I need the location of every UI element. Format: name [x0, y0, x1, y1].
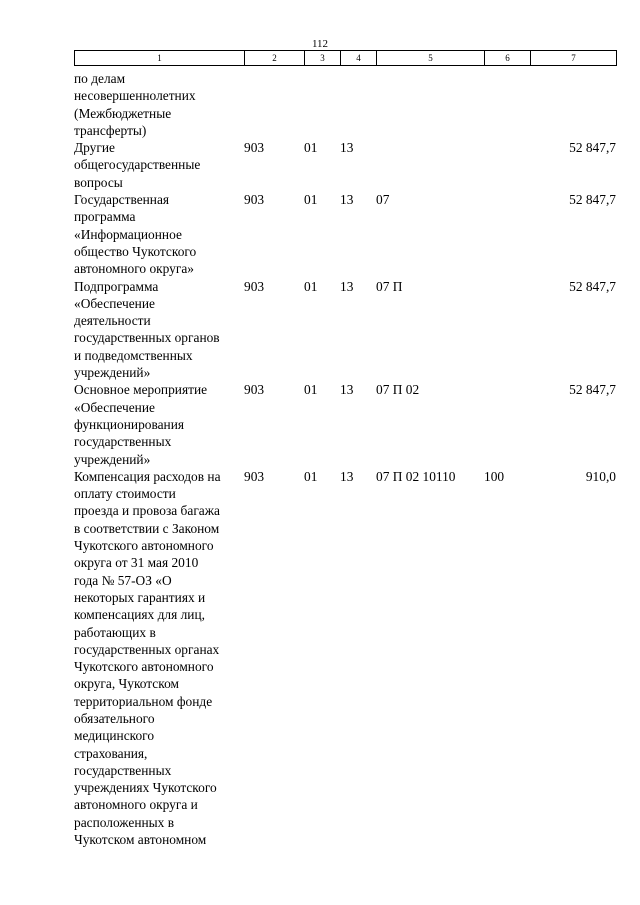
row-name: по делам несовершеннолетних (Межбюджетные трансферты) — [74, 71, 196, 138]
row-ministry-code: 903 — [244, 140, 265, 156]
row-expense-type — [484, 278, 530, 382]
column-header-row — [75, 51, 617, 66]
row-section-code: 01 — [304, 382, 318, 398]
column-header-table — [74, 50, 617, 66]
row-subsection-code: 13 — [340, 140, 354, 156]
row-amount — [530, 70, 616, 139]
row-amount: 52 847,7 — [569, 278, 616, 294]
row-section-code: 01 — [304, 192, 318, 208]
row-ministry-code: 903 — [244, 382, 265, 398]
table-row — [74, 70, 616, 139]
row-ministry-code: 903 — [244, 192, 265, 208]
column-header-7: 7 — [531, 51, 617, 66]
table-row — [74, 191, 616, 277]
row-target-code — [376, 70, 484, 139]
row-name: Подпрограмма «Обеспечение деятельности государственных органов и подведомственных учреждений» — [74, 278, 220, 381]
row-section-code: 01 — [304, 468, 318, 484]
row-expense-type — [484, 191, 530, 277]
row-subsection-code: 13 — [340, 468, 354, 484]
column-header-5: 5 — [377, 51, 485, 66]
column-header-4: 4 — [341, 51, 377, 66]
row-subsection-code — [340, 70, 376, 139]
row-expense-type — [484, 381, 530, 467]
row-name: Государственная программа «Информационное общество Чукотского автономного округа» — [74, 192, 197, 277]
column-header-6: 6 — [485, 51, 531, 66]
table-row — [74, 381, 616, 467]
page-number: 112 — [311, 38, 329, 50]
budget-table — [74, 70, 616, 848]
row-section-code — [304, 70, 340, 139]
row-subsection-code: 13 — [340, 192, 354, 208]
row-amount: 52 847,7 — [569, 192, 616, 208]
row-expense-type: 100 — [484, 468, 505, 484]
table-row — [74, 139, 616, 191]
column-header-1: 1 — [75, 51, 245, 66]
row-amount: 52 847,7 — [569, 382, 616, 398]
row-name: Компенсация расходов на оплату стоимости проезда и провоза багажа в соответствии с Законом Чукотского автономного округа от 31 мая 2010 года № 57-ОЗ «О некоторых гарантиях и компенсациях для лиц, работающих в государственных органах Чукотского автономного округа, Чукотском территориальном фонде обязательного медицинского страхования, государственных учреждениях Чукотского автономного округа и расположенных в Чукотском автономном — [74, 468, 221, 848]
row-target-code: 07 П — [376, 278, 403, 294]
row-subsection-code: 13 — [340, 382, 354, 398]
row-expense-type — [484, 139, 530, 191]
row-amount: 910,0 — [585, 468, 616, 484]
row-ministry-code: 903 — [244, 468, 265, 484]
row-section-code: 01 — [304, 278, 318, 294]
row-expense-type — [484, 70, 530, 139]
row-target-code — [376, 139, 484, 191]
row-amount: 52 847,7 — [569, 140, 616, 156]
row-subsection-code: 13 — [340, 278, 354, 294]
row-name: Основное мероприятие «Обеспечение функционирования государственных учреждений» — [74, 382, 208, 467]
table-row — [74, 278, 616, 382]
table-row — [74, 468, 616, 849]
column-header-3: 3 — [305, 51, 341, 66]
row-section-code: 01 — [304, 140, 318, 156]
row-target-code: 07 П 02 10110 — [376, 468, 456, 484]
column-header-2: 2 — [245, 51, 305, 66]
row-target-code: 07 П 02 — [376, 382, 420, 398]
row-ministry-code — [244, 70, 304, 139]
row-ministry-code: 903 — [244, 278, 265, 294]
row-target-code: 07 — [376, 192, 390, 208]
row-name: Другие общегосударственные вопросы — [74, 140, 201, 190]
